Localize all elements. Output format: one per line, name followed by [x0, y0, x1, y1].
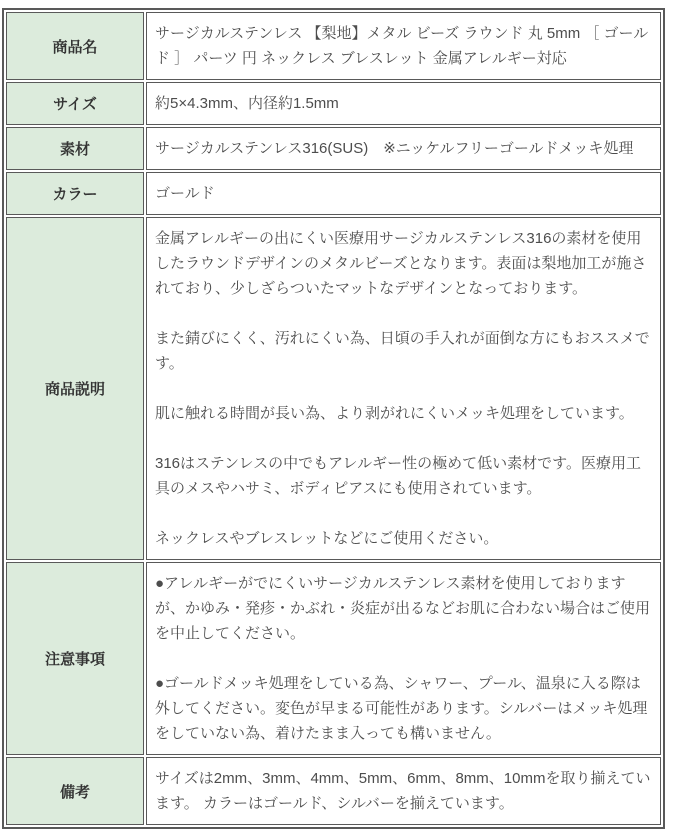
- row-label-size: サイズ: [6, 82, 144, 125]
- paragraph: 316はステンレスの中でもアレルギー性の極めて低い素材です。医療用工具のメスやハサミ、ボディピアスにも使用されています。: [155, 455, 641, 497]
- row-value-material: [146, 127, 661, 170]
- paragraph: 約5×4.3mm、内径約1.5mm: [155, 95, 339, 112]
- paragraph: 肌に触れる時間が長い為、より剥がれにくいメッキ処理をしています。: [155, 405, 634, 422]
- spec-row-material: [6, 127, 661, 170]
- paragraph: また錆びにくく、汚れにくい為、日頃の手入れが面倒な方にもおススメです。: [155, 330, 650, 372]
- paragraph: サージカルステンレス316(SUS) ※ニッケルフリーゴールドメッキ処理: [155, 140, 634, 157]
- row-value-remarks: [146, 757, 661, 825]
- product-spec-table: [2, 8, 665, 829]
- spec-row-description: [6, 217, 661, 560]
- row-label-material: 素材: [6, 127, 144, 170]
- paragraph: ●ゴールドメッキ処理をしている為、シャワー、プール、温泉に入る際は外してください。変色が早まる可能性があります。シルバーはメッキ処理をしていない為、着けたまま入っても構いません。: [155, 675, 648, 742]
- paragraph: サイズは2mm、3mm、4mm、5mm、6mm、8mm、10mmを取り揃えています。 カラーはゴールド、シルバーを揃えています。: [155, 770, 651, 812]
- paragraph: 金属アレルギーの出にくい医療用サージカルステンレス316の素材を使用したラウンドデザインのメタルビーズとなります。表面は梨地加工が施されており、少しざらついたマットなデザインとなっております。: [155, 230, 647, 297]
- paragraph: ●アレルギーがでにくいサージカルステンレス素材を使用しておりますが、かゆみ・発疹・かぶれ・炎症が出るなどお肌に合わない場合はご使用を中止してください。: [155, 575, 651, 642]
- row-label-product-name: 商品名: [6, 12, 144, 80]
- spec-row-color: [6, 172, 661, 215]
- paragraph: サージカルステンレス 【梨地】メタル ビーズ ラウンド 丸 5mm ［ ゴールド ］ パーツ 円 ネックレス ブレスレット 金属アレルギー対応: [155, 25, 649, 67]
- paragraph: ネックレスやブレスレットなどにご使用ください。: [155, 530, 499, 547]
- row-label-cautions: 注意事項: [6, 562, 144, 755]
- paragraph: ゴールド: [155, 185, 215, 202]
- row-label-color: カラー: [6, 172, 144, 215]
- spec-row-size: [6, 82, 661, 125]
- row-value-cautions: [146, 562, 661, 755]
- row-value-description: [146, 217, 661, 560]
- row-value-color: [146, 172, 661, 215]
- row-label-remarks: 備考: [6, 757, 144, 825]
- row-label-description: 商品説明: [6, 217, 144, 560]
- spec-row-product-name: [6, 12, 661, 80]
- row-value-product-name: [146, 12, 661, 80]
- spec-row-cautions: [6, 562, 661, 755]
- spec-row-remarks: [6, 757, 661, 825]
- row-value-size: [146, 82, 661, 125]
